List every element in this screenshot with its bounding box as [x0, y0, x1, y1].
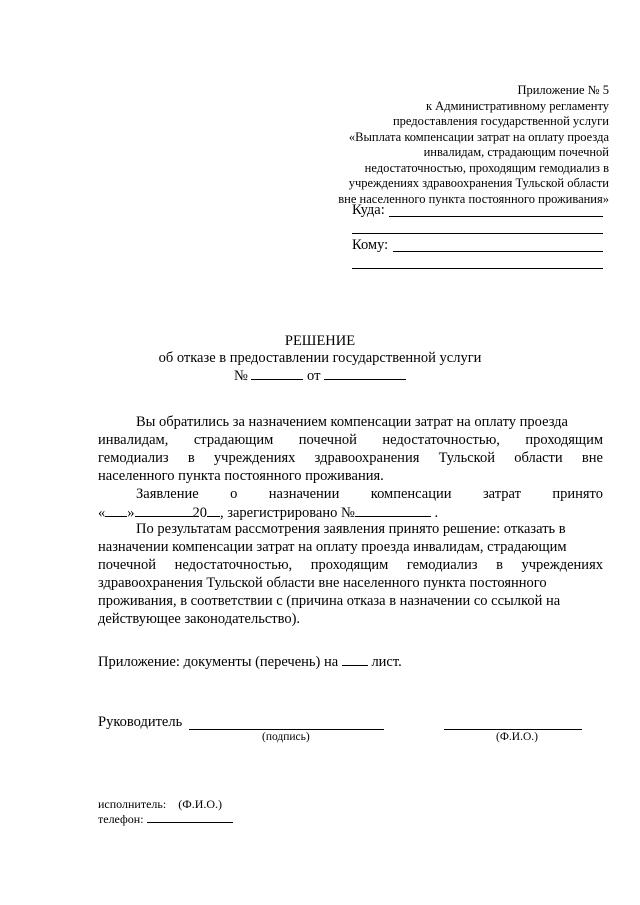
signature-line [189, 729, 384, 730]
annex-line: вне населенного пункта постоянного проживания» [338, 191, 609, 206]
paragraph-line: действующее законодательство). [98, 611, 301, 627]
paragraph-line: По результатам рассмотрения заявления принято решение: отказать в [136, 521, 566, 537]
annex-line: учреждениях здравоохранения Тульской области [348, 176, 609, 190]
whom-label: Кому: [352, 237, 389, 253]
annex-line: инвалидам, страдающим почечной [423, 145, 609, 159]
sheets-blank [342, 653, 368, 666]
signature-caption: (подпись) [262, 731, 310, 743]
whom-field-line [393, 251, 603, 252]
executor-line: исполнитель: (Ф.И.О.) [98, 797, 223, 811]
reg-number-blank [355, 504, 431, 517]
day-blank [105, 504, 127, 517]
to-field-line [389, 216, 603, 217]
annex-line: недостаточностью, проходящим гемодиализ в [364, 160, 609, 175]
phone-line: телефон: [98, 812, 233, 827]
year-blank [207, 504, 220, 517]
paragraph-line-justified: Заявление о назначении компенсации затрат принято [136, 486, 603, 502]
annex-line: к Административному регламенту [425, 98, 609, 113]
paragraph-line: назначении компенсации затрат на оплату проезда инвалидам, страдающим [98, 539, 567, 555]
to-label: Куда: [352, 202, 385, 218]
document-title: РЕШЕНИЕ [284, 333, 356, 349]
date-blank [324, 367, 406, 380]
annex-line: предоставления государственной услуги [392, 114, 609, 128]
paragraph-line: населенного пункта постоянного проживания. [98, 468, 384, 484]
paragraph-line: Вы обратились за назначением компенсации затрат на оплату проезда [136, 414, 568, 430]
head-label: Руководитель [98, 714, 183, 730]
paragraph-line-justified: гемодиализ в учреждениях здравоохранения Тульской области вне [98, 450, 603, 466]
name-line [444, 729, 582, 730]
from-label: от [307, 368, 321, 384]
annex-line: «Выплата компенсации затрат на оплату проезда [348, 129, 609, 144]
paragraph-line: здравоохранения Тульской области вне населенного пункта постоянного [98, 575, 547, 591]
number-label: № [233, 368, 248, 384]
attachment-line: Приложение: документы (перечень) на лист. [98, 654, 402, 670]
paragraph-line: проживания, в соответствии с (причина отказа в назначении со ссылкой на [98, 593, 561, 609]
annex-line: Приложение № 5 [517, 83, 609, 97]
number-blank [251, 367, 303, 380]
whom-field-line-2 [352, 268, 603, 269]
name-caption: (Ф.И.О.) [496, 731, 538, 743]
paragraph-line-justified: почечной недостаточностью, проходящим гемодиализ в учреждениях [98, 557, 603, 573]
phone-blank [147, 812, 233, 823]
annex-header [289, 83, 609, 207]
to-field-line-2 [352, 233, 603, 234]
month-blank [135, 504, 193, 517]
registration-line: « » 20 , зарегистрировано № . [98, 505, 439, 521]
paragraph-line-justified: инвалидам, страдающим почечной недостаточностью, проходящим [98, 432, 603, 448]
number-date-line [0, 367, 640, 385]
document-subtitle: об отказе в предоставлении государственной услуги [158, 350, 482, 366]
